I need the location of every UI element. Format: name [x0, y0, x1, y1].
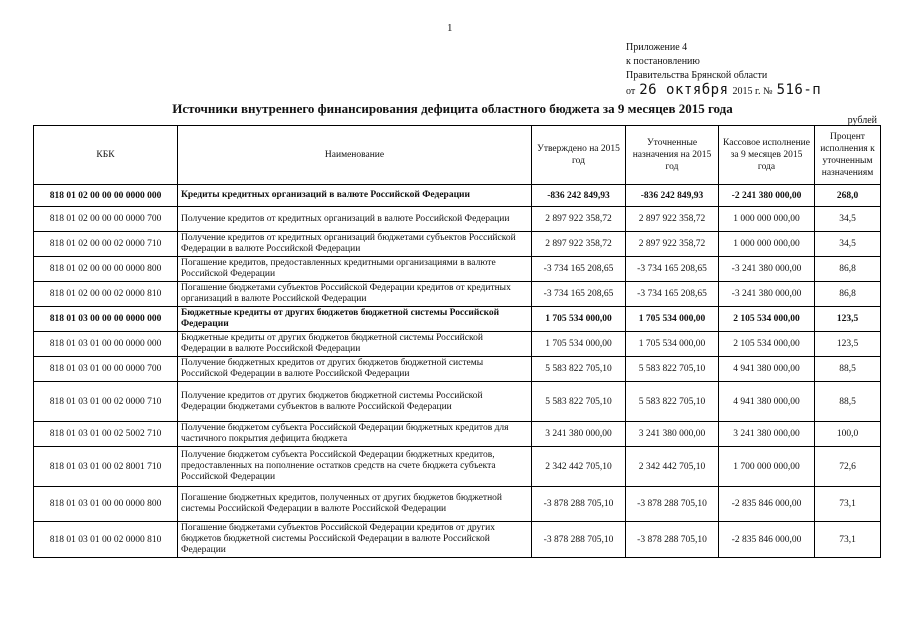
table-cell-cash: 3 241 380 000,00 [719, 422, 815, 447]
table-cell-refined: -836 242 849,93 [626, 185, 719, 207]
table-cell-percent: 123,5 [815, 307, 881, 332]
table-cell-name: Погашение бюджетами субъектов Российской Федерации кредитов от кредитных организаций в валюте Российской Федерации [178, 282, 532, 307]
table-cell-approved: 2 897 922 358,72 [532, 207, 626, 232]
table-cell-name: Получение бюджетом субъекта Российской Федерации бюджетных кредитов для частичного покрытия дефицита бюджета [178, 422, 532, 447]
appendix-line-1: Приложение 4 [626, 42, 688, 53]
table-cell-approved: 3 241 380 000,00 [532, 422, 626, 447]
table-cell-percent: 268,0 [815, 185, 881, 207]
table-cell-name: Получение кредитов от кредитных организаций в валюте Российской Федерации [178, 207, 532, 232]
table-cell-cash: 2 105 534 000,00 [719, 307, 815, 332]
table-cell-cash: -3 241 380 000,00 [719, 257, 815, 282]
table-cell-refined: 2 342 442 705,10 [626, 447, 719, 487]
table-cell-refined: 1 705 534 000,00 [626, 332, 719, 357]
handwritten-date: 26 октября [639, 82, 729, 98]
financing-table [33, 125, 881, 558]
handwritten-number: 516-п [776, 82, 822, 98]
table-cell-name: Получение бюджетных кредитов от других бюджетов бюджетной системы Российской Федерации в валюте Российской Федерации [178, 357, 532, 382]
table-cell-name: Кредиты кредитных организаций в валюте Российской Федерации [178, 185, 532, 207]
table-cell-cash: 4 941 380 000,00 [719, 357, 815, 382]
table-cell-refined: -3 734 165 208,65 [626, 257, 719, 282]
table-cell-percent: 86,8 [815, 257, 881, 282]
table-row [34, 307, 881, 332]
table-cell-cash: -2 835 846 000,00 [719, 487, 815, 522]
document-title: Источники внутреннего финансирования дефицита областного бюджета за 9 месяцев 2015 года [172, 101, 733, 116]
table-cell-approved: -3 878 288 705,10 [532, 487, 626, 522]
table-cell-refined: -3 734 165 208,65 [626, 282, 719, 307]
table-cell-cash: 1 000 000 000,00 [719, 232, 815, 257]
table-cell-refined: 5 583 822 705,10 [626, 382, 719, 422]
table-row [34, 382, 881, 422]
table-cell-approved: -3 734 165 208,65 [532, 282, 626, 307]
date-prefix: от [626, 86, 636, 97]
appendix-date-line [626, 83, 821, 99]
table-row [34, 257, 881, 282]
table-row [34, 207, 881, 232]
header-percent: Процент исполнения к уточненным назначениям [815, 126, 881, 185]
header-kbk: КБК [34, 126, 178, 185]
table-cell-kbk: 818 01 02 00 00 00 0000 800 [34, 257, 178, 282]
table-cell-refined: -3 878 288 705,10 [626, 522, 719, 558]
table-cell-refined: 2 897 922 358,72 [626, 207, 719, 232]
table-cell-kbk: 818 01 02 00 00 02 0000 710 [34, 232, 178, 257]
header-name: Наименование [178, 126, 532, 185]
table-cell-kbk: 818 01 03 00 00 00 0000 000 [34, 307, 178, 332]
units-label: рублей [847, 115, 877, 126]
table-row [34, 232, 881, 257]
header-refined: Уточненные назначения на 2015 год [626, 126, 719, 185]
table-cell-percent: 73,1 [815, 487, 881, 522]
table-cell-percent: 88,5 [815, 357, 881, 382]
table-cell-refined: 2 897 922 358,72 [626, 232, 719, 257]
table-cell-refined: 5 583 822 705,10 [626, 357, 719, 382]
appendix-block [626, 41, 821, 99]
table-cell-approved: 5 583 822 705,10 [532, 357, 626, 382]
table-cell-name: Получение бюджетом субъекта Российской Федерации бюджетных кредитов, предоставленных на пополнение остатков средств на счете бюджета субъекта Российской Федерации [178, 447, 532, 487]
header-approved: Утверждено на 2015 год [532, 126, 626, 185]
table-cell-name: Получение кредитов от кредитных организаций бюджетами субъектов Российской Федерации в валюте Российской Федерации [178, 232, 532, 257]
table-cell-approved: 5 583 822 705,10 [532, 382, 626, 422]
table-row [34, 447, 881, 487]
table-cell-cash: 4 941 380 000,00 [719, 382, 815, 422]
table-cell-cash: -3 241 380 000,00 [719, 282, 815, 307]
table-cell-approved: -3 878 288 705,10 [532, 522, 626, 558]
table-header-row [34, 126, 881, 185]
table-cell-cash: 1 000 000 000,00 [719, 207, 815, 232]
table-cell-percent: 72,6 [815, 447, 881, 487]
year-text: 2015 г. № [732, 86, 773, 97]
table-cell-kbk: 818 01 03 01 00 00 0000 700 [34, 357, 178, 382]
table-cell-cash: 2 105 534 000,00 [719, 332, 815, 357]
appendix-line-3: Правительства Брянской области [626, 70, 768, 81]
table-cell-approved: 2 897 922 358,72 [532, 232, 626, 257]
table-cell-approved: 1 705 534 000,00 [532, 307, 626, 332]
table-row [34, 422, 881, 447]
header-cash: Кассовое исполнение за 9 месяцев 2015 года [719, 126, 815, 185]
table-cell-kbk: 818 01 03 01 00 02 0000 810 [34, 522, 178, 558]
table-cell-kbk: 818 01 02 00 00 00 0000 000 [34, 185, 178, 207]
table-cell-kbk: 818 01 02 00 00 02 0000 810 [34, 282, 178, 307]
table-cell-name: Погашение кредитов, предоставленных кредитными организациями в валюте Российской Федерации [178, 257, 532, 282]
table-cell-name: Бюджетные кредиты от других бюджетов бюджетной системы Российской Федерации в валюте Российской Федерации [178, 332, 532, 357]
table-cell-refined: -3 878 288 705,10 [626, 487, 719, 522]
table-row [34, 282, 881, 307]
table-cell-name: Погашение бюджетных кредитов, полученных от других бюджетов бюджетной системы Российской Федерации в валюте Российской Федерации [178, 487, 532, 522]
table-cell-cash: -2 241 380 000,00 [719, 185, 815, 207]
table-cell-kbk: 818 01 03 01 00 00 0000 800 [34, 487, 178, 522]
table-cell-percent: 34,5 [815, 232, 881, 257]
table-cell-approved: -3 734 165 208,65 [532, 257, 626, 282]
table-cell-kbk: 818 01 02 00 00 00 0000 700 [34, 207, 178, 232]
appendix-line-2: к постановлению [626, 56, 700, 67]
table-cell-percent: 86,8 [815, 282, 881, 307]
table-cell-cash: 1 700 000 000,00 [719, 447, 815, 487]
table-cell-approved: 2 342 442 705,10 [532, 447, 626, 487]
page-number: 1 [447, 22, 453, 34]
table-row [34, 357, 881, 382]
table-row [34, 185, 881, 207]
table-row [34, 487, 881, 522]
table-cell-percent: 73,1 [815, 522, 881, 558]
table-row [34, 332, 881, 357]
table-cell-percent: 88,5 [815, 382, 881, 422]
table-row [34, 522, 881, 558]
table-cell-name: Получение кредитов от других бюджетов бюджетной системы Российской Федерации бюджетами субъектов в валюте Российской Федерации [178, 382, 532, 422]
table-cell-kbk: 818 01 03 01 00 02 5002 710 [34, 422, 178, 447]
table-cell-kbk: 818 01 03 01 00 00 0000 000 [34, 332, 178, 357]
table-cell-kbk: 818 01 03 01 00 02 0000 710 [34, 382, 178, 422]
table-cell-cash: -2 835 846 000,00 [719, 522, 815, 558]
table-cell-name: Погашение бюджетами субъектов Российской Федерации кредитов от других бюджетов бюджетной системы Российской Федерации в валюте Российской Федерации [178, 522, 532, 558]
table-cell-percent: 123,5 [815, 332, 881, 357]
table-cell-refined: 3 241 380 000,00 [626, 422, 719, 447]
table-cell-refined: 1 705 534 000,00 [626, 307, 719, 332]
table-cell-percent: 100,0 [815, 422, 881, 447]
table-cell-approved: -836 242 849,93 [532, 185, 626, 207]
table-cell-kbk: 818 01 03 01 00 02 8001 710 [34, 447, 178, 487]
table-cell-approved: 1 705 534 000,00 [532, 332, 626, 357]
table-cell-percent: 34,5 [815, 207, 881, 232]
table-cell-name: Бюджетные кредиты от других бюджетов бюджетной системы Российской Федерации [178, 307, 532, 332]
